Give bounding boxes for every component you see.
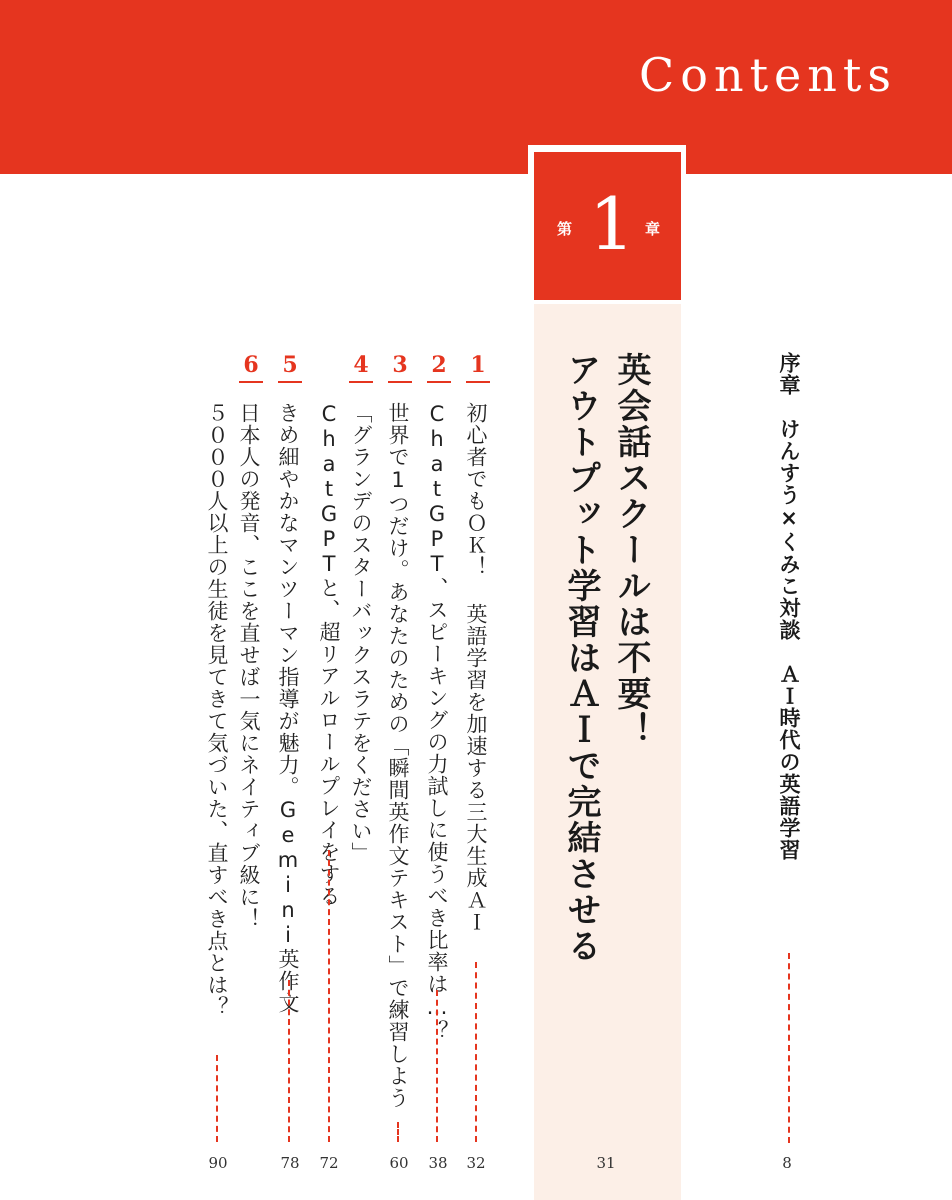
item-3-rule (388, 381, 412, 383)
contents-title: Contents (639, 48, 897, 102)
item-1-page: 32 (466, 1154, 486, 1172)
chapter-title-line1[interactable]: 英会話スクールは不要！ (611, 352, 651, 748)
chapter-page-number: 31 (596, 1154, 616, 1172)
chapter-title-line2[interactable]: アウトプット学習はＡＩで完結させる (561, 352, 601, 964)
item-1-leader (475, 962, 477, 1142)
item-3-title[interactable]: 世界で1つだけ。あなたのための「瞬間英作文テキスト」で練習しよう (386, 402, 410, 1109)
item-4-title-line2[interactable]: ChatGPTと、超リアルロールプレイをする (317, 402, 341, 907)
item-4-page: 72 (319, 1154, 339, 1172)
item-6-rule (239, 381, 263, 383)
item-6-page: 90 (208, 1154, 228, 1172)
item-6-title-line2[interactable]: ５０００人以上の生徒を見てきて気づいた、直すべき点とは？ (205, 402, 229, 1018)
item-3-page: 60 (389, 1154, 409, 1172)
item-5-leader (288, 980, 290, 1142)
item-4-number: 4 (353, 352, 369, 378)
item-3-number: 3 (392, 352, 408, 378)
item-4-leader (328, 850, 330, 1142)
prelude-title[interactable]: 序章 けんすう×くみこ対談 ＡＩ時代の英語学習 (777, 352, 801, 861)
item-6-number: 6 (243, 352, 259, 378)
item-4-title-line1[interactable]: 「グランデのスターバックスラテをください」 (349, 402, 373, 864)
prelude-page-number: 8 (782, 1154, 792, 1172)
item-2-title[interactable]: ChatGPT、スピーキングの力試しに使うべき比率は…？ (425, 402, 449, 1042)
item-2-page: 38 (428, 1154, 448, 1172)
chapter-badge-suffix: 章 (645, 220, 661, 238)
prelude-leader (788, 953, 790, 1143)
item-1-number: 1 (470, 352, 486, 378)
item-6-title-line1[interactable]: 日本人の発音、ここを直せば一気にネイティブ級に！ (237, 402, 261, 930)
item-2-number: 2 (431, 352, 447, 378)
item-5-number: 5 (282, 352, 298, 378)
item-3-leader (397, 1122, 399, 1142)
item-5-title[interactable]: きめ細やかなマンツーマン指導が魅力。Gemini英作文 (276, 402, 300, 1014)
item-6-leader (216, 1055, 218, 1142)
chapter-badge-number: 1 (589, 182, 635, 266)
chapter-column (534, 300, 681, 1200)
item-2-rule (427, 381, 451, 383)
item-1-rule (466, 381, 490, 383)
item-5-page: 78 (280, 1154, 300, 1172)
item-2-leader (436, 990, 438, 1142)
item-5-rule (278, 381, 302, 383)
chapter-badge-ordinal: 第 (557, 220, 573, 238)
item-4-rule (349, 381, 373, 383)
item-1-title[interactable]: 初心者でもＯＫ！ 英語学習を加速する三大生成ＡＩ (464, 402, 488, 933)
